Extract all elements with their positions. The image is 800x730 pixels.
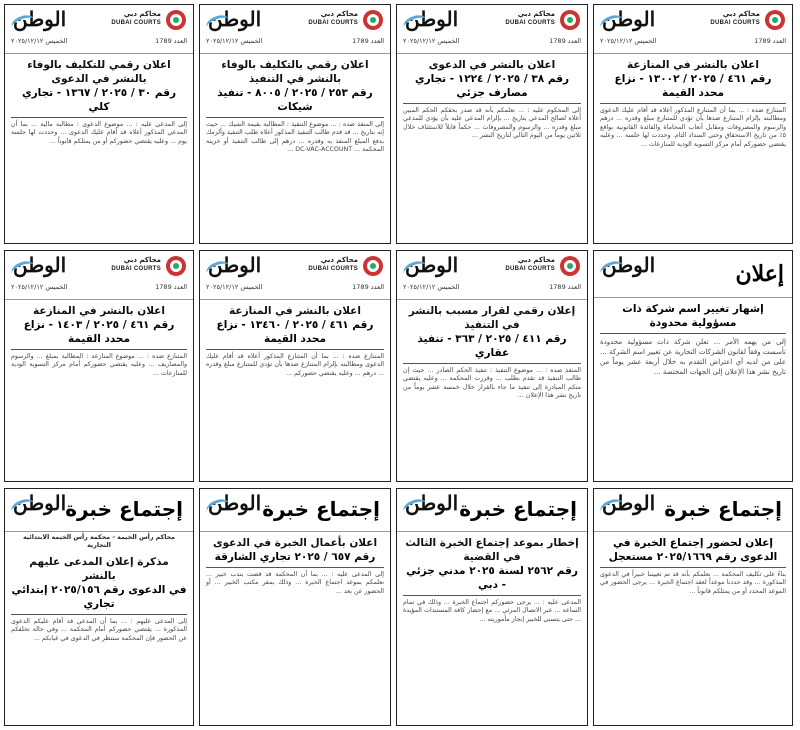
notice-header [5, 251, 193, 300]
notice-case-number: رقم ٢٥٦٢ لسنة ٢٠٢٥ مدني جزئي - دبي [403, 564, 581, 596]
notice-title: إعلان لحضور إجتماع الخبرة في الدعوى رقم ٢٠٢٥/١٦٦٩ مستعجل [600, 536, 786, 568]
expert-meeting-heading: إجتماع خبرة [262, 497, 380, 521]
notice-case-number: رقم ٤١١ / ٢٠٢٥ / ٣٦٣ - تنفيذ عقاري [403, 332, 581, 364]
issue-line: الخميس ٢٠٢٥/١٢/١٢ العدد 1789 [206, 283, 384, 291]
notice-card-5 [593, 250, 793, 482]
notice-case-number: رقم ٣٨ / ٢٠٢٥ / ١٢٢٤ - تجاري مصارف جزئي [403, 72, 581, 104]
notice-title: اعلان رقمي بالتكليف بالوفاء بالنشر في التنفيذ [221, 59, 369, 85]
issue-line: الخميس ٢٠٢٥/١٢/١٢ العدد 1789 [403, 37, 581, 45]
notice-card-8 [4, 250, 194, 482]
court-name: محاكم دبي DUBAI COURTS [710, 10, 760, 26]
dubai-courts-emblem-icon [559, 9, 581, 31]
dubai-courts-emblem-icon [559, 255, 581, 277]
notice-case-number: رقم ٤٦١ / ٢٠٢٥ / ١٤٠٣ - نزاع محدد القيمة [11, 318, 187, 350]
court-name: محاكم دبي DUBAI COURTS [505, 10, 555, 26]
notice-header [594, 251, 792, 298]
alwatan-logo: الوطن [602, 491, 655, 515]
court-name: محاكم دبي DUBAI COURTS [111, 256, 161, 272]
issue-line: الخميس ٢٠٢٥/١٢/١٢ العدد 1789 [11, 37, 187, 45]
notice-case-number: في الدعوى رقم ٢٠٢٥/١٥٦ إبتدائي تجاري [11, 583, 187, 615]
notice-header [397, 489, 587, 532]
court-name: محاكم دبي DUBAI COURTS [111, 10, 161, 26]
notice-header [594, 489, 792, 532]
notice-body: المتنازع ضده : ... بما أن المتنازع المذكور أعلاه قد أقام عليك الدعوى ومطالبته بإلزام المتنازع ضدها بأن تؤدي للمتنازع مبلغ وقدره ... درهم والرسوم والمصروفات ومقابل أتعاب المحاماة والفائدة القانونية بواقع ٥٪ من تاريخ الاستحقاق وحتى السداد التام. وحددت لها جلسة ... وعليه يقتضي حضوركم أمام مركز التسوية الودية للمنازعات ... [600, 107, 786, 148]
court-name: محاكم دبي DUBAI COURTS [308, 10, 358, 26]
notice-body: المنفذ ضده : ... موضوع التنفيذ : تنفيذ الحكم الصادر ... حيث إن طالب التنفيذ قد تقدم بطلب ... وقررت المحكمة ... وعليه يقتضي منكم المبادرة إلى تنفيذ ما جاء بالقرار خلال خمسة عشر يوماً من تاريخ نشر هذا الإعلان ... [403, 367, 581, 400]
notice-card-4 [4, 4, 194, 244]
alwatan-logo: الوطن [405, 253, 458, 277]
issue-line: الخميس ٢٠٢٥/١٢/١٢ العدد 1789 [403, 283, 581, 291]
notice-header [200, 251, 390, 300]
notice-header [397, 5, 587, 54]
notice-case-number: رقم ٤٦١ / ٢٠٢٥ / ١٣٤٦٠ - نزاع محدد القيمة [206, 318, 384, 350]
expert-card-4 [4, 488, 194, 726]
notice-title: اعلان بالنشر في المنازعة [627, 59, 759, 71]
notice-case-number: رقم ٦٥٧ / ٢٠٢٥ تجاري الشارقة [206, 550, 384, 568]
dubai-courts-emblem-icon [764, 9, 786, 31]
alwatan-logo: الوطن [602, 253, 655, 277]
notice-title: إخطار بموعد إجتماع الخبرة الثالث في القضية [405, 537, 579, 563]
expert-card-3 [199, 488, 391, 726]
alwatan-logo: الوطن [405, 7, 458, 31]
notice-card-6 [396, 250, 588, 482]
alwatan-logo: الوطن [208, 253, 261, 277]
notice-body: إلى من يهمه الأمر ... تعلن شركة ذات مسؤولية محدودة تأسست وفقاً لقانون الشركات التجارية عن تغيير اسم الشركة ... على من لديه أي اعتراض التقدم به خلال أربعة عشر يوماً من تاريخ نشر هذا الإعلان إلى الجهات المختصة ... [600, 338, 786, 376]
notice-body: إلى المدعى عليه : ... موضوع الدعوى : مطالبة مالية ... بما أن المدعي المذكور أعلاه قد أقام عليك الدعوى ... وحددت لها جلسة يوم ... وعليه يقتضي حضوركم أو من يمثلكم قانوناً ... [11, 121, 187, 145]
notice-body: المدعى عليه : ... يرجى حضوركم اجتماع الخبرة ... وذلك في تمام الساعة ... عبر الاتصال المرئي ... مع إحضار كافة المستندات المؤيدة ... حتى يتسنى للخبير إنجاز مأموريته ... [403, 599, 581, 623]
notice-header [594, 5, 792, 54]
notice-body: إلى المنفذ ضده : ... موضوع التنفيذ : المطالبة بقيمة الشيك ... حيث إنه بتاريخ ... قد قدم طالب التنفيذ المذكور أعلاه طلب التنفيذ وألزمك بدفع المبلغ المنفذ به وقدره ... درهم إلى طالب التنفيذ أو خزينة المحكمة ... DC-VAC-ACCOUNT ... [206, 121, 384, 154]
notice-card-2 [396, 4, 588, 244]
notice-body: المتنازع ضده : ... بما أن المتنازع المذكور أعلاه قد أقام عليك الدعوى ومطالبته بإلزام المتنازع ضدها بأن تؤدي للمتنازع مبلغ وقدره ... درهم ... وعليه يقتضي حضوركم ... [206, 353, 384, 377]
issue-line: الخميس ٢٠٢٥/١٢/١٢ العدد 1789 [206, 37, 384, 45]
ilan-heading: إعلان [735, 261, 784, 287]
court-name: محاكم دبي DUBAI COURTS [308, 256, 358, 272]
expert-card-2 [396, 488, 588, 726]
notice-case-number: رقم ٤٦١ / ٢٠٢٥ / ١٣٠٠٢ - نزاع محدد القيمة [600, 72, 786, 104]
notice-header [5, 489, 193, 532]
alwatan-logo: الوطن [405, 491, 458, 515]
alwatan-logo: الوطن [13, 491, 66, 515]
expert-meeting-heading: إجتماع خبرة [65, 497, 183, 521]
notice-title: إعلان رقمي لقرار مسبب بالنشر في التنفيذ [408, 305, 576, 331]
notice-case-number: رقم ٣٠ / ٢٠٢٥ / ١٣٦٧ - تجاري كلي [11, 86, 187, 118]
issue-line: الخميس ٢٠٢٥/١٢/١٢ العدد 1789 [11, 283, 187, 291]
alwatan-logo: الوطن [602, 7, 655, 31]
court-subheading: محاكم رأس الخيمة - محكمة رأس الخيمة الابتدائية التجارية [22, 534, 176, 550]
notice-body: المتنازع ضده : ... موضوع المنازعة : المطالبة بمبلغ ... والرسوم والمصاريف ... وعليه يقتضي حضوركم أمام مركز التسوية الودية للمنازعات ... [11, 353, 187, 377]
notice-title: اعلان بأعمال الخبرة في الدعوى [212, 537, 378, 549]
expert-meeting-heading: إجتماع خبرة [664, 497, 782, 521]
notice-title: اعلان بالنشر في الدعوى [428, 59, 556, 71]
notice-header [200, 489, 390, 532]
notice-title: اعلان رقمي للتكليف بالوفاء بالنشر في الدعوى [27, 59, 171, 85]
dubai-courts-emblem-icon [165, 9, 187, 31]
notice-title: اعلان بالنشر في المنازعة [229, 305, 361, 317]
alwatan-logo: الوطن [13, 253, 66, 277]
notice-header [5, 5, 193, 54]
court-name: محاكم دبي DUBAI COURTS [505, 256, 555, 272]
dubai-courts-emblem-icon [362, 255, 384, 277]
expert-card-1 [593, 488, 793, 726]
notice-title: اعلان بالنشر في المنازعة [33, 305, 165, 317]
notice-card-3 [199, 4, 391, 244]
notice-body: إلى المدعى عليه : ... بما أن المحكمة قد قضت بندب خبير ... نعلمكم بموعد اجتماع الخبرة ... وذلك بمقر مكتب الخبير ... أو الحضور عن بعد ... [206, 571, 384, 595]
alwatan-logo: الوطن [208, 491, 261, 515]
notice-card-1 [593, 4, 793, 244]
notice-body: بناءً على تكليف المحكمة ... نعلمكم بأنه قد تم تعييننا خبيراً في الدعوى المذكورة ... وقد حددنا موعداً لعقد اجتماع الخبرة ... يرجى الحضور في الموعد المحدد أو من يمثلكم قانوناً ... [600, 571, 786, 595]
notice-title: إشهار تغيير اسم شركة ذات مسؤولية محدودة [600, 302, 786, 334]
expert-meeting-heading: إجتماع خبرة [459, 497, 577, 521]
notice-body: إلى المدعى عليهم : ... بما أن المدعي قد أقام عليكم الدعوى المذكورة ... يقتضي حضوركم أمام المحكمة ... وفي حالة تخلفكم عن الحضور فإن المحكمة ستنظر في الدعوى في غيابكم ... [11, 617, 187, 642]
alwatan-logo: الوطن [208, 7, 261, 31]
notice-header [397, 251, 587, 300]
alwatan-logo: الوطن [13, 7, 66, 31]
notice-body: إلى المحكوم عليه : ... نعلمكم بأنه قد صدر بحقكم الحكم المبين أعلاه لصالح المدعي بتاريخ ... بإلزام المدعى عليه بأن يؤدي للمدعي مبلغ وقدره ... والرسوم والمصروفات ... حكماً قابلاً للاستئناف خلال ثلاثين يوماً من اليوم التالي لتاريخ النشر ... [403, 107, 581, 140]
dubai-courts-emblem-icon [165, 255, 187, 277]
notice-case-number: رقم ٢٥٣ / ٢٠٢٥ / ٨٠٠٥ - تنفيذ شيكات [206, 86, 384, 118]
notice-card-7 [199, 250, 391, 482]
dubai-courts-emblem-icon [362, 9, 384, 31]
notice-title: مذكرة إعلان المدعى عليهم بالنشر [29, 555, 169, 582]
issue-line: الخميس ٢٠٢٥/١٢/١٢ العدد 1789 [600, 37, 786, 45]
notice-header [200, 5, 390, 54]
